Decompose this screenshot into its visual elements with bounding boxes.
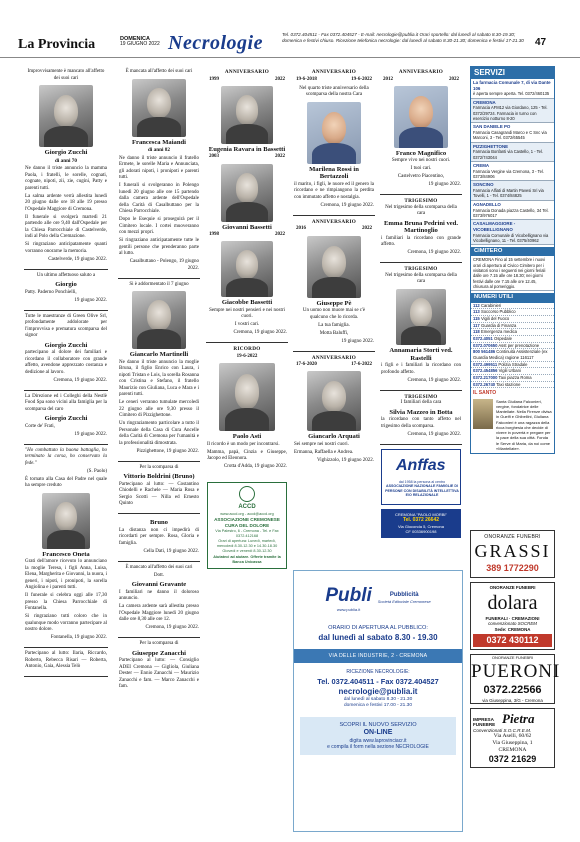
useful-number[interactable]: [471, 323, 554, 330]
notice-text: I tuoi cari.: [410, 166, 432, 172]
saint-image: [473, 399, 493, 429]
deceased-name: Giuseppe Zanacchi: [131, 649, 187, 657]
pietra-ad[interactable]: [470, 708, 555, 768]
phone-number: 118: [473, 329, 480, 335]
portrait-photo: [42, 493, 90, 549]
useful-number[interactable]: [471, 329, 554, 336]
notice-text: i familiari la ricordano con grande affetto.: [381, 235, 461, 248]
publia-brand: Pubblicità: [389, 591, 419, 598]
notice-text: Per la scomparsa di: [139, 641, 179, 647]
notice-signature: Casalbuttano - Polengo, 19 giugno 2022.: [129, 259, 199, 271]
online-service-box: [300, 717, 456, 755]
pueroni-ad[interactable]: [470, 654, 561, 704]
pietra-phone: 0372 21629: [488, 754, 537, 765]
anffas-logo: Anffas: [396, 456, 446, 474]
pueroni-address: via Giuseppina, 3/G - Cremona: [482, 697, 543, 703]
useful-number[interactable]: [471, 375, 554, 382]
santo-title: IL SANTO: [473, 390, 497, 397]
pharmacy-location: La farmacia Comunale 7, di via Dante 106: [473, 80, 551, 91]
accd-name: ACCD: [238, 504, 256, 511]
notice-text: Il funerale si celebra oggi alle 17,30 presso la Chiesa Parrocchiale di Fontanella.: [25, 593, 107, 612]
notice-signature: Cremona, 19 giugno 2022.: [320, 202, 374, 208]
obituary-notice: [118, 66, 200, 279]
pietra-socrem: Convenzionati S.O.C.R.E.M.: [473, 727, 532, 733]
number-label: Polizia Stradale: [498, 361, 528, 367]
notice-signature: 19 giugno 2022.: [428, 182, 461, 188]
notice-signature: Cremona, 19 giugno 2022.: [233, 330, 287, 336]
pharmacy-details: Farmacia Casagrandi Marco e C Snc via Marconi, 3 - Tel. 0372/65545: [473, 130, 547, 141]
obituary-notice: [24, 647, 108, 677]
notice-text: Partecipano al lutto: — Consiglio ADEI Cremona — Gigliola, Giuliana Dester — Ennio Zanacchi — Maurizio Zanacchi e fam. — Marco Zanacchi e fam.: [119, 658, 199, 690]
portrait-photo: [394, 86, 448, 148]
notice-text: Nel trigesimo della scomparsa della cara: [385, 204, 457, 217]
pharmacy-item: [471, 181, 554, 200]
notice-text: Un uomo non muore mai se c'è qualcuno che lo ricorda.: [302, 308, 366, 320]
notice-signature: Cremona, 19 giugno 2022.: [145, 625, 199, 631]
obituary-notice: [24, 270, 108, 311]
pharmacy-location: AGNADELLO: [473, 201, 501, 207]
notice-signature: Cella Dati, 19 giugno 2022.: [143, 548, 199, 554]
notice-text: il marito, i figli, le nuore ed il genero la ricordano e ne rimpiangono la perdita con immutato affetto e nostalgia.: [294, 181, 374, 200]
deceased-name: Francesco Oneta: [42, 550, 90, 558]
obituary-notice: [118, 462, 200, 515]
anffas-ad[interactable]: [381, 449, 461, 505]
portrait-photo: [221, 86, 273, 144]
obituary-notice: [24, 391, 108, 445]
notice-text: Partecipano al lutto: Ilaria, Riccardo, Roberto, Rebecca Risari — Roberta, Antonio, Gaia, Alessia Telò: [25, 651, 107, 670]
notice-type: ANNIVERSARIO: [311, 218, 357, 225]
reception-email[interactable]: necrologie@publia.it: [338, 686, 418, 696]
pietra-address: Via Aselli, 60/62: [493, 733, 532, 740]
number-label: Carabinieri: [480, 302, 502, 308]
pharmacy-details: Farmacia Alfiati di Martin Pavesi Sri via Tovelli, 1 - Tel. 0374/84825: [473, 188, 544, 199]
anffas-text: dal 1958 la persona al centro ASSOCIAZIONE NAZIONALE FAMIGLIE DI PERSONE CON DISABILITÀ INTELLETTIVA E/O RELAZIONALE: [385, 479, 459, 498]
pharmacy-location: SAN DANIELE PO: [473, 124, 511, 130]
phone-number: 0372.454856: [473, 368, 498, 374]
phone-number: 117: [473, 322, 480, 328]
dolara-services: FUNERALI · CREMAZIONI: [485, 615, 540, 621]
notice-signature: Cremona, 19 giugno 2022.: [407, 377, 461, 383]
deceased-name: Franco Magnifico: [395, 149, 447, 157]
dolara-seat: Sede: CREMONA: [494, 626, 531, 632]
deceased-name: Emma Bruna Pedrini ved. Martinoglio: [384, 219, 458, 235]
useful-number[interactable]: [471, 316, 554, 323]
notice-text: I funerali si svolgeranno in Polengo lunedì 20 giugno alle ore 15 partendo dalla camera ardente dell'Ospedale della Carità di Casalbuttano per la Chiesa Parrocchiale.: [119, 183, 199, 215]
notice-type: TRIGESIMO: [404, 393, 438, 400]
pharmacy-list: [471, 79, 554, 245]
column-5: [380, 66, 462, 542]
notice-type: RICORDO: [233, 346, 261, 353]
grassi-label: ONORANZE FUNEBRI: [484, 534, 541, 540]
notice-signature: 19 giugno 2022.: [74, 431, 107, 437]
deceased-name: Giancarlo Arquati: [308, 433, 360, 441]
notice-type: ANNIVERSARIO: [311, 354, 357, 361]
dolara-ad[interactable]: [470, 582, 555, 650]
memory-notice: [206, 342, 288, 476]
notice-text: i figli e i familiari la ricordano con profondo affetto.: [381, 363, 461, 375]
quote-author: (S. Paolo): [87, 468, 107, 474]
notice-type: TRIGESIMO: [404, 198, 438, 205]
notice-text: La salma ardente verrà allestita lunedì 20 giugno dalle ore 18 alle 19 presso l'Ospedale Maggiore di Cremona.: [25, 193, 107, 212]
portrait-photo: [396, 289, 446, 345]
accd-title: ASSOCIAZIONE CREMONESE: [214, 516, 280, 522]
pharmacy-item: [471, 220, 554, 245]
notice-text: Partecipano al lutto: — Costantino Chiodelli e Rachele — Maria Rosa e Sergio Scotti — Nilla ed Ernesto Quinto: [119, 481, 199, 507]
portrait-photo: [132, 291, 186, 349]
notice-signature: Pizzighettone, 19 giugno 2022.: [136, 448, 199, 454]
notice-text: Corte de' Frati,: [25, 423, 55, 429]
deceased-name: Giovanni Gravante: [131, 581, 187, 589]
phone-number: 112: [473, 302, 480, 308]
deceased-name: Giovanni Bassetti: [222, 223, 272, 231]
number-label: Soccorso Pubblico: [480, 309, 516, 315]
online-service-title: SCOPRI IL NUOVO SERVIZIO: [339, 721, 417, 728]
pharmacy-item: [471, 143, 554, 162]
trigesimo-notice: [380, 195, 462, 263]
reception-hours-holiday: domenica e festivi 17.00 - 21.30: [344, 702, 412, 708]
portrait-photo: [221, 164, 273, 222]
column-4: [293, 66, 375, 470]
notice-text: la ricordano con tanto affetto nel trigesimo della scomparsa.: [381, 417, 461, 429]
useful-number[interactable]: [471, 309, 554, 316]
notice-type: ANNIVERSARIO: [398, 69, 444, 75]
accd-url: www.accd.org - accd@accd.org: [220, 511, 274, 516]
online-service-url[interactable]: digita www.laprovinciacr.it: [349, 737, 407, 744]
notice-text: Ne danno il triste annuncio la mamma Paola, i fratelli, le sorelle, cognati, cognate, nipoti, zii, zie, cugini, Patty e parenti tutti.: [25, 166, 107, 191]
portrait-photo: [307, 236, 361, 298]
dolara-socrem: convenzionato SOCREM: [488, 621, 537, 626]
years: 19-6-2022: [236, 353, 258, 359]
anniversary-notice: [293, 352, 375, 470]
pharmacy-item: [471, 79, 554, 99]
opening-hours-label: ORARIO DI APERTURA AL PUBBLICO:: [328, 625, 428, 631]
years: 2016 2022: [296, 226, 372, 232]
funeral-ads: [470, 526, 561, 768]
dolara-name: dolara: [487, 591, 538, 614]
notice-text: Sempre vivo nei nostri cuori.: [391, 158, 451, 164]
deceased-name: Annamaria Storti ved. Rastelli: [389, 346, 453, 362]
notice-signature: Castelverde, 19 giugno 2022.: [48, 256, 107, 262]
useful-number[interactable]: [471, 303, 554, 310]
notice-text: Si ringraziano tutti coloro che in qualunque modo vorranno partecipare al nostro dolore.: [25, 614, 107, 633]
pueroni-phone: 0372.22566: [483, 684, 542, 696]
notice-text: I familiari ne danno il doloroso annuncio.: [119, 589, 199, 602]
title-text: Dott.: [153, 572, 165, 578]
trigesimo-notice: [380, 391, 462, 445]
notice-text: Dopo le Esequie si proseguirà per il Cimitero locale. I cortei muoveranno con mezzi propri.: [119, 217, 199, 236]
publia-url: www.publia.it: [336, 607, 361, 613]
pharmacy-item: [471, 201, 554, 220]
accd-note: Aiutateci ad aiutare. Offerte tramite la Banca Unicassa: [213, 554, 281, 564]
publia-word: Publi: [325, 584, 372, 606]
deceased-name: Giancarlo Martinelli: [129, 351, 189, 359]
phone-number: 0372.26740: [473, 381, 496, 387]
pharmacy-details: è aperta sempre aperta. Tel. 0372/460135: [473, 91, 550, 97]
pueroni-name: PUERONI: [471, 661, 561, 683]
obituary-notice: [118, 279, 200, 462]
publia-logo[interactable]: [294, 571, 462, 619]
useful-number[interactable]: [471, 343, 554, 350]
number-label: Guardia di Finanza: [480, 322, 517, 328]
grassi-phone: 389 1772290: [486, 562, 539, 573]
issue-date: [120, 36, 160, 48]
column-3: [206, 66, 288, 569]
notice-text: Un ringraziamento particolare a tutto il Personale della Casa di Cura Ancelle della Carità di Cremona per l'umanità e la professionalità dimostrata.: [119, 421, 199, 446]
notice-type: ANNIVERSARIO: [224, 69, 270, 75]
pharmacy-location: SONCINO: [473, 182, 494, 188]
notice-text: Si ringraziano anticipatamente tutte le gentili persone che prenderanno parte al lutto.: [119, 238, 199, 257]
phone-number: 113: [473, 309, 480, 315]
notice-text: Si è addormentato il 7 giugno: [129, 281, 189, 287]
quote-text: "Ho combattuto la buona battaglia, ho terminato la corsa, ho conservato la fede.": [25, 447, 107, 466]
notice-text: Motta Baluffi,: [319, 330, 349, 336]
obituary-notice: [24, 445, 108, 648]
anffas-contact: CREMONA "PAOLO MORBI" Tel. 0372 26642 Via Gioconda 5, Cremona CF 00336900198: [381, 509, 461, 538]
notice-text: Il funerale si svolgerà martedì 21 partendo alle ore 9,40 dall'Ospedale per la Chiesa Parrocchiale di Castelverde, indi al Polo della Cremazione.: [25, 214, 107, 240]
years: 2012 2022: [383, 76, 459, 82]
number-label: Asst per prenotazione: [498, 342, 540, 348]
years: 19-6-2018 19-6-2022: [296, 76, 372, 82]
pueroni-label: ONORANZE FUNEBRI: [491, 655, 534, 661]
notice-type: TRIGESIMO: [404, 266, 438, 273]
accd-title: CURA DEL DOLORE: [224, 522, 270, 528]
number-label: Vigili del Fuoco: [480, 315, 510, 321]
accd-logo-icon: [239, 486, 255, 502]
pharmacy-item: [471, 162, 554, 181]
anniversary-notice: [293, 216, 375, 352]
notice-text: Tutte le maestranze di Green Olive Srl, profondamente addolorate per l'improvvisa e prematura scomparsa del signor: [25, 313, 107, 339]
deceased-name: Giacobbe Bassetti: [221, 299, 273, 307]
deceased-name: Giuseppe Pè: [316, 299, 352, 307]
notice-text: Nel trigesimo della scomparsa della cara: [385, 272, 457, 285]
cimitero-text: CREMONA Fino al 15 settembre i nuovi orari di apertura al Civico Cimitero per i visitatori sono i seguenti nei giorni feriali dalle ore 7.15 alle ore 18.30; nei giorni festivi dalle ore 7.15 alle ore 12.45, chiusura al pomeriggio.: [471, 256, 554, 291]
notice-signature: Fontanella, 19 giugno 2022.: [50, 635, 107, 641]
deceased-name: Giorgio Zucchi: [44, 149, 88, 156]
notice-signature: Cremona, 19 giugno 2022.: [407, 431, 461, 437]
notice-type: ANNIVERSARIO: [311, 69, 357, 75]
pharmacy-location: CREMONA: [473, 99, 496, 105]
newspaper-logo[interactable]: La Provincia: [18, 37, 96, 52]
pharmacy-details: Farmacia AFM12 via Giordano, 125 - Tel. 0372/29724. Farmacia in turno con esercizio notturno 8-20: [473, 105, 548, 122]
notice-signature: Cremona, 19 giugno 2022.: [407, 250, 461, 256]
portrait-photo: [221, 241, 273, 297]
notice-text: È mancato all'affetto dei suoi cari: [125, 564, 193, 570]
number-label: Taxi stazione: [496, 381, 521, 387]
notice-text: Mamma, papà, Cinzia e Giuseppe, Jacopo ed Eleonora.: [207, 449, 287, 462]
notice-text: Ne danno il triste annuncio il fratello Ermete, le sorelle Maria e Annunciata, gli adorati nipoti, i pronipoti e parenti tutti.: [119, 155, 199, 181]
publia-subtitle: Società Editoriale Cremonese: [377, 599, 431, 605]
notice-signature: Cremona, 19 giugno 2022.: [53, 377, 107, 383]
deceased-name: Vittorio Boldrini (Bruno): [123, 473, 195, 481]
obituary-notice: [24, 66, 108, 270]
deceased-name: Paolo Asti: [232, 433, 262, 441]
header-info: Tel. 0372.404511 - Fax 0372.404527 - E-mail: necrologie@publia.it Orari sportello: dal lunedì al sabato 8.30-19.30; domenica e festivi chiuso. Ricezione telefonica necrologie: dal lunedì al sabato 8.30-21.30; domenica e festivi 17-21.30: [282, 32, 524, 44]
numeri-utili-list: [471, 303, 554, 389]
dolara-phone: 0372 430112: [473, 634, 552, 647]
santo-text: Santa Giuliana Falconieri, vergine, fondatrice delle Mantellate. Nella Firenze divisa in Guelfi e Ghibellini, Giuliana Falconieri è una ragazza della ricca borghesia che decide di vivere in povertà e pregare per la pace della sua città. Fonda le Serve di Maria, da noi come «Mantellate».: [496, 398, 552, 451]
deceased-name: Marilena Rossi in Bertazzoli: [309, 165, 359, 181]
numeri-utili-title: NUMERI UTILI: [471, 293, 554, 302]
deceased-name: Giorgio: [55, 281, 77, 289]
portrait-photo: [132, 79, 186, 137]
useful-number[interactable]: [471, 362, 554, 369]
phone-number: 115: [473, 315, 480, 321]
deceased-name: Silvia Mazzeo in Botta: [389, 408, 453, 416]
pharmacy-item: [471, 123, 554, 142]
useful-number[interactable]: [471, 382, 554, 389]
portrait-photo: [307, 371, 361, 431]
page-header: [0, 0, 580, 58]
notice-text: Patty. Paderno Ponchielli,: [25, 289, 77, 295]
number-label: Continuità Assistenziale (ex Guardia Medica) ragione 116117: [473, 349, 548, 360]
notice-text: Le ceneri verranno tumulate mercoledì 22 giugno alle ore 9,30 presso il Cimitero di Pizzighettone.: [119, 400, 199, 419]
notice-text: Grati dell'amore ricevuto lo annunciano la moglie Teresa, i figli Anna, Luisa, Elena, Margherita e Giovanni, la nuora, i generi, i nipoti, i pronipoti, la sorella Angiolina e i parenti tutti.: [25, 559, 107, 591]
notice-text: Un ultimo affettuoso saluto a: [36, 272, 96, 278]
years: 17-6-2020 17-6-2022: [296, 362, 372, 368]
notice-text: partecipano al dolore dei familiari e ricordano il collaboratore con grande affetto, avendone apprezzato costanza e dedizione al lavoro.: [25, 350, 107, 375]
column-2: [118, 66, 200, 696]
phone-number: 0372.4051: [473, 335, 493, 341]
publia-box: [293, 570, 463, 832]
notice-signature: Vighizzolo, 19 giugno 2022.: [316, 458, 374, 464]
notice-text: Castelvetro Piacentino,: [397, 174, 445, 180]
santo-box: [471, 397, 554, 454]
pietra-label: IMPRESA FUNEBRE: [473, 717, 496, 728]
column-1: [24, 66, 108, 677]
obituary-notice: [24, 311, 108, 391]
notice-signature: 19 giugno 2022.: [341, 338, 374, 344]
portrait-photo: [39, 85, 93, 147]
page-number: 47: [535, 37, 547, 48]
pietra-city: CREMONA: [498, 747, 527, 754]
grassi-name: GRASSI: [474, 541, 551, 562]
phone-number: 800 561486: [473, 349, 496, 355]
notice-signature: 19 giugno 2022.: [74, 297, 107, 303]
notice-text: Ermanna, Raffaella e Andrea.: [294, 450, 354, 456]
notice-text: I familiari della cara: [400, 400, 442, 406]
opening-hours: dal lunedì al sabato 8.30 - 19.30: [318, 632, 438, 642]
anniversary-notice: [206, 66, 288, 342]
servizi-sidebar: [470, 66, 555, 454]
notice-signature: Crotta d'Adda, 19 giugno 2022.: [223, 464, 287, 470]
reception-phone[interactable]: Tel. 0372.404511 - Fax 0372.404527: [317, 676, 439, 686]
accd-hours: Orari di apertura: Lunedì, martedì, mercoledì 8.30-12.30 e 14.30-18.30 Giovedì e venerdì 8.30-12.30: [216, 539, 278, 554]
useful-number[interactable]: [471, 368, 554, 375]
notice-text: Improvvisamente è mancato all'affetto dei suoi cari: [27, 69, 105, 81]
deceased-name: Giorgio Zucchi: [44, 415, 88, 423]
portrait-photo: [307, 102, 361, 164]
notice-text: Ne danno il triste annuncio la moglie Bruna, il figlio Enrico con Laura, i nipoti Tristan e Lois, la sorella Rosanna con Cristina e Stefano, il fratello Maurizio con Giuliana, Luca e Mara e i parenti tutti.: [119, 359, 199, 398]
notice-text: La camera ardente sarà allestita presso l'Ospedale Maggiore lunedì 20 giugno dalle ore 8,30 alle ore 12.: [119, 604, 199, 623]
notice-text: Per la scomparsa di: [139, 464, 179, 470]
deceased-name: Bruno: [150, 519, 168, 527]
date-text: 19 GIUGNO 2022: [120, 41, 160, 48]
grassi-ad[interactable]: [470, 530, 555, 578]
reception-label: RICEZIONE NECROLOGIE:: [346, 669, 410, 676]
trigesimo-notice: [380, 263, 462, 390]
notice-text: È tornato alla Casa del Padre nel quale ha sempre creduto: [25, 476, 107, 489]
pharmacy-location: PIZZIGHETTONE: [473, 143, 509, 149]
publia-address: VIA DELLE INDUSTRIE, 2 - CREMONA: [294, 649, 462, 664]
notice-text: La Direzione ed i Colleghi della Nestlè Food Spa sono vicini alla famiglia per la scomparsa del caro: [25, 393, 107, 412]
notice-text: La distanza non ci impedirà di ricordarti per sempre. Rosa, Gloria e famiglia.: [119, 527, 199, 546]
obituary-notice: [118, 514, 200, 562]
online-service-text: e compila il form nella sezione NECROLOGIE: [327, 743, 429, 750]
anniversary-notice: [380, 66, 462, 195]
cimitero-title: CIMITERO: [471, 247, 554, 256]
pietra-name: Pietra: [502, 711, 535, 727]
years: 2003 2022: [209, 154, 285, 160]
servizi-title: SERVIZI: [471, 67, 554, 79]
online-service-label: ON-LINE: [363, 728, 393, 736]
years: 1999 2022: [209, 76, 285, 82]
deceased-name: Francesca Maiandi: [131, 138, 187, 146]
number-label: Emergenza medica: [480, 329, 518, 335]
years: 1998 2022: [209, 232, 285, 238]
pietra-address: Via Giuseppina, 1: [492, 740, 533, 747]
accd-ad[interactable]: [207, 482, 287, 568]
pharmacy-details: Farmacia Donada piazza Castello, 34 Tel. 0373/976017: [473, 207, 549, 218]
number-label: Vigili Urbani: [498, 368, 521, 374]
pharmacy-details: Farmacia Comunale di Vicobellignano via Vicobellignano, 11 - Tel. 0375/40962: [473, 232, 549, 243]
phone-number: 0372.499511: [473, 361, 498, 367]
phone-number: 0372.217000: [473, 374, 498, 380]
notice-text: Sempre nei nostri pensieri e nei nostri cuori.: [209, 307, 285, 320]
notice-text: Nel quarto triste anniversario della scomparsa della nostra Cara: [299, 85, 369, 98]
accd-address: Via Palestro, 6 - Cremona - Tel. e Fax 0372.412168: [215, 528, 279, 538]
weekday: DOMENICA: [120, 36, 150, 42]
deceased-age: di anni 70: [55, 157, 77, 164]
notice-text: Il ricordo è un modo per incontrarsi.: [207, 441, 280, 447]
notice-text: La tua famiglia.: [318, 322, 350, 328]
dolara-label: ONORANZE FUNEBRI: [489, 585, 536, 590]
notice-text: I vostri cari.: [234, 322, 260, 328]
portrait-photo: [219, 363, 275, 431]
notice-text: È mancata all'affetto dei suoi cari: [125, 69, 193, 74]
obituary-notice: [118, 562, 200, 639]
reception-hours: dal lunedì al sabato 8.30 - 21.30: [343, 696, 413, 702]
pharmacy-details: Farmacia Bonfanti via Castello, 1 - Tel. 0372/743044: [473, 149, 544, 160]
deceased-age: di anni 82: [148, 147, 170, 154]
notice-text: Si ringraziano anticipatamente quanti vorranno onorarne la memoria.: [25, 242, 107, 254]
anniversary-notice: [293, 66, 375, 216]
number-label: Taxi piazza Roma: [498, 374, 532, 380]
notice-text: Sei sempre nei nostri cuori.: [294, 442, 349, 448]
deceased-name: Giorgio Zucchi: [44, 341, 88, 349]
pharmacy-item: [471, 99, 554, 124]
pharmacy-location: CASALMAGGIORE - VICOBELLIGNANO: [473, 221, 516, 232]
number-label: Ospedale: [493, 335, 512, 341]
section-title: Necrologie: [168, 32, 263, 54]
pharmacy-location: CREMA: [473, 163, 490, 169]
useful-number[interactable]: [471, 336, 554, 343]
useful-number[interactable]: [471, 349, 554, 361]
deceased-name: Eugenia Ravara in Bassetti: [208, 145, 286, 153]
obituary-notice: [118, 638, 200, 696]
phone-number: 0372.070650: [473, 342, 498, 348]
pharmacy-details: Farmacia Vergine via Cremona, 3 - Tel. 0373/84906: [473, 168, 544, 180]
